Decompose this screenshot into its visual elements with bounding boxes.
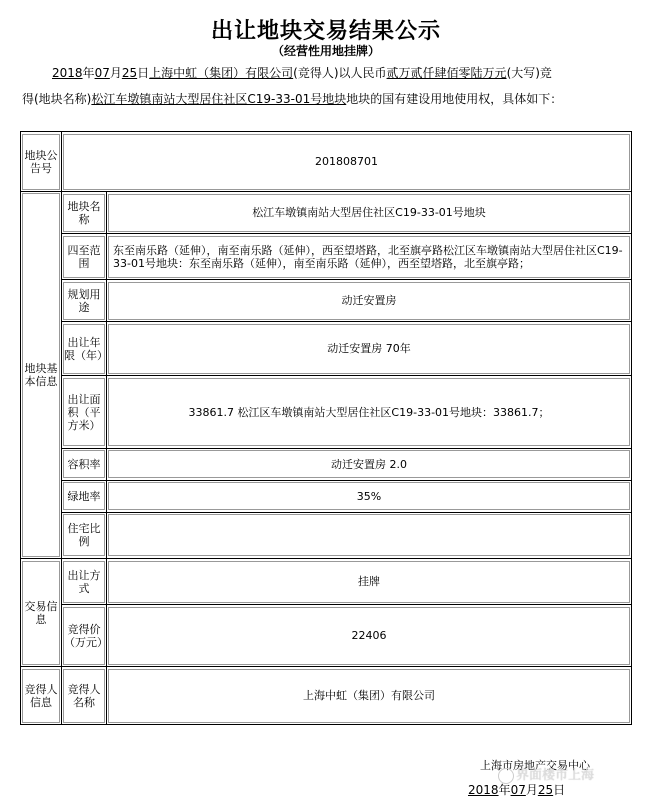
trade-group-cell: 交易信息 (21, 559, 62, 667)
intro-parcel-name: 松江车墩镇南站大型居住社区C19-33-01号地块 (91, 92, 347, 106)
page-title: 出让地块交易结果公示 (210, 19, 441, 44)
green-label-cell: 绿地率 (62, 480, 107, 512)
scope-label-cell: 四至范围 (62, 234, 107, 280)
intro-line-1: 2018年07月25日上海中虹（集团）有限公司(竞得人)以人民币贰万贰仟肆佰零陆万元(大写)竞 (52, 66, 552, 80)
page-subtitle: （经营性用地挂牌） (271, 44, 380, 58)
method-label-cell: 出让方式 (62, 559, 107, 605)
area-value-cell: 33861.7 松江区车墩镇南站大型居住社区C19-33-01号地块：33861.7； (107, 376, 632, 448)
housing-value-cell (107, 512, 632, 558)
result-table (20, 131, 632, 725)
scope-value-cell: 东至南乐路（延伸），南至南乐路（延伸），西至望塔路，北至旗亭路松江区车墩镇南站大型居住社区C19-33-01号地块：东至南乐路（延伸），南至南乐路（延伸），西至望塔路，北至旗亭路； (107, 234, 632, 280)
housing-label-cell: 住宅比例 (62, 512, 107, 558)
basic-info-group-cell: 地块基本信息 (21, 192, 62, 559)
price-label-cell: 竞得价（万元） (62, 605, 107, 667)
method-value-cell: 挂牌 (107, 559, 632, 605)
name-label-cell: 地块名称 (62, 192, 107, 234)
price-value-cell: 22406 (107, 605, 632, 667)
name-value-cell: 松江车墩镇南站大型居住社区C19-33-01号地块 (107, 192, 632, 234)
parcel-no-cell: 201808701 (62, 132, 632, 192)
intro-month: 07 (94, 66, 110, 80)
winner-value-cell: 上海中虹（集团）有限公司 (107, 667, 632, 725)
term-value-cell: 动迁安置房 70年 (107, 322, 632, 376)
winner-label-cell: 竞得人名称 (62, 667, 107, 725)
footer-date: 2018年07月25日 (468, 783, 566, 797)
far-value-cell: 动迁安置房 2.0 (107, 448, 632, 480)
intro-year: 2018 (52, 66, 83, 80)
far-label-cell: 容积率 (62, 448, 107, 480)
use-value-cell: 动迁安置房 (107, 280, 632, 322)
parcel-no-label-cell: 地块公告号 (21, 132, 62, 192)
use-label-cell: 规划用途 (62, 280, 107, 322)
green-value-cell: 35% (107, 480, 632, 512)
winner-group-cell: 竞得人信息 (21, 667, 62, 725)
intro-line-2: 得(地块名称)松江车墩镇南站大型居住社区C19-33-01号地块地块的国有建设用地使用权，具体如下： (22, 92, 563, 106)
term-label-cell: 出让年限（年） (62, 322, 107, 376)
intro-company: 上海中虹（集团）有限公司 (149, 66, 294, 80)
intro-day: 25 (121, 66, 138, 80)
footer-org: 上海市房地产交易中心 (480, 759, 590, 772)
intro-amount: 贰万贰仟肆佰零陆万元 (386, 66, 507, 80)
area-label-cell: 出让面积（平方米） (62, 376, 107, 448)
watermark: 界面楼市上海 (498, 764, 594, 784)
